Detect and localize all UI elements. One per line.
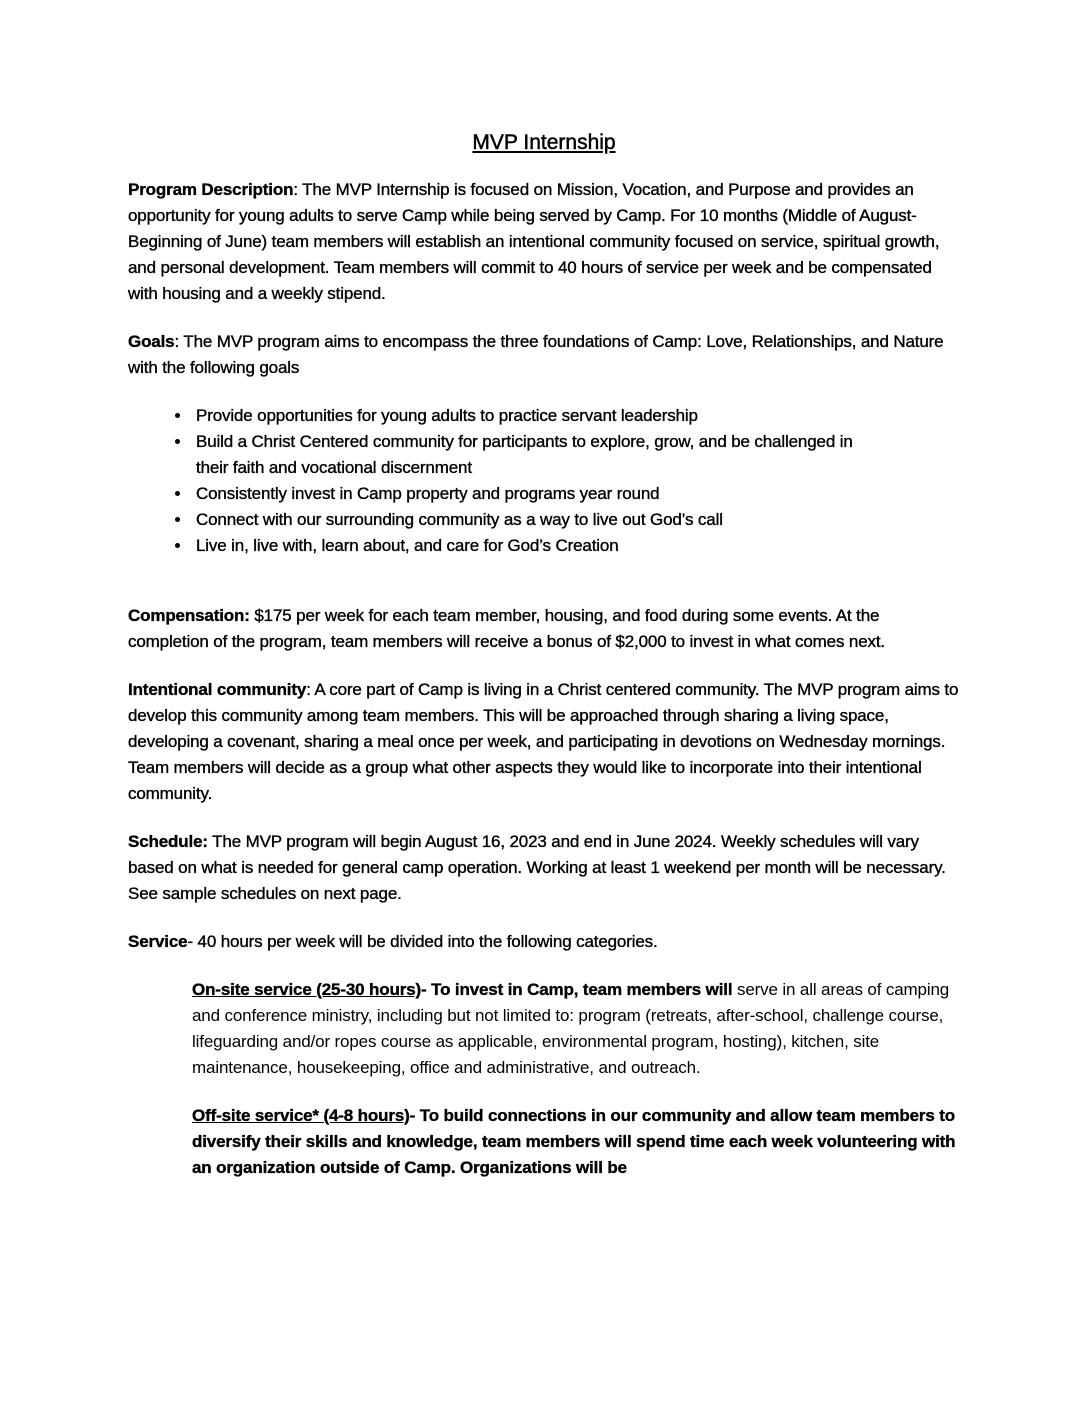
onsite-service-lead: - To invest in Camp, team members will <box>421 980 738 999</box>
section-label-goals: Goals <box>128 332 175 351</box>
paragraph-compensation <box>128 603 960 655</box>
section-label-compensation: Compensation: <box>128 606 250 625</box>
paragraph-text-schedule: The MVP program will begin August 16, 2023 and end in June 2024. Weekly schedules will vary based on what is needed for general camp operation. Working at least 1 weekend per month will be necessary. See sample schedules on next page. <box>128 832 946 903</box>
goals-list-item: • Provide opportunities for young adults to practice servant leadership <box>192 403 870 429</box>
goals-list-item: • Consistently invest in Camp property and programs year round <box>192 481 870 507</box>
paragraph-text-onsite-service: serve in all areas of camping and conference ministry, including but not limited to: program (retreats, after-school, challenge course, lifeguarding and/or ropes course as applicable, environmental program, hosting), kitchen, site maintenance, housekeeping, office and administrative, and outreach. <box>192 980 950 1077</box>
goals-list-item: • Connect with our surrounding community as a way to live out God’s call <box>192 507 870 533</box>
paragraph-onsite-service <box>192 977 960 1081</box>
section-label-schedule: Schedule: <box>128 832 208 851</box>
page-title: MVP Internship <box>472 131 616 154</box>
offsite-service-heading: Off-site service* (4-8 hours) <box>192 1106 410 1125</box>
goals-list <box>128 403 960 559</box>
paragraph-program-description <box>128 177 960 307</box>
paragraph-text-goals: : The MVP program aims to encompass the three foundations of Camp: Love, Relationships, and Nature with the following goals <box>128 332 944 377</box>
goals-list-item: • Build a Christ Centered community for participants to explore, grow, and be challenged in their faith and vocational discernment <box>192 429 870 481</box>
onsite-service-heading: On-site service (25-30 hours) <box>192 980 422 999</box>
section-label-service: Service <box>128 932 188 951</box>
paragraph-text-program-description: : The MVP Internship is focused on Mission, Vocation, and Purpose and provides an opportunity for young adults to serve Camp while being served by Camp. For 10 months (Middle of August- Beginning of June) team members will establish an intentional community focused on service, spiritual growth, and personal development. Team members will commit to 40 hours of service per week and be compensated with housing and a weekly stipend. <box>128 180 940 303</box>
goals-list-item: • Live in, live with, learn about, and care for God’s Creation <box>192 533 870 559</box>
paragraph-text-compensation: $175 per week for each team member, housing, and food during some events. At the completion of the program, team members will receive a bonus of $2,000 to invest in what comes next. <box>128 606 885 651</box>
paragraph-schedule <box>128 829 960 907</box>
section-label-program-description: Program Description <box>128 180 294 199</box>
paragraph-text-offsite-service: - To build connections in our community and allow team members to diversify their skills and knowledge, team members will spend time each week volunteering with an organization outside of Camp. Organizations will be <box>192 1106 956 1177</box>
paragraph-goals <box>128 329 960 381</box>
paragraph-offsite-service <box>192 1103 960 1181</box>
section-label-intentional-community: Intentional community <box>128 680 307 699</box>
paragraph-intentional-community <box>128 677 960 807</box>
paragraph-text-service: - 40 hours per week will be divided into the following categories. <box>187 932 658 951</box>
paragraph-service <box>128 929 960 955</box>
paragraph-text-intentional-community: : A core part of Camp is living in a Christ centered community. The MVP program aims to develop this community among team members. This will be approached through sharing a living space, developing a covenant, sharing a meal once per week, and participating in devotions on Wednesday mornings. Team members will decide as a group what other aspects they would like to incorporate into their intentional community. <box>128 680 959 803</box>
